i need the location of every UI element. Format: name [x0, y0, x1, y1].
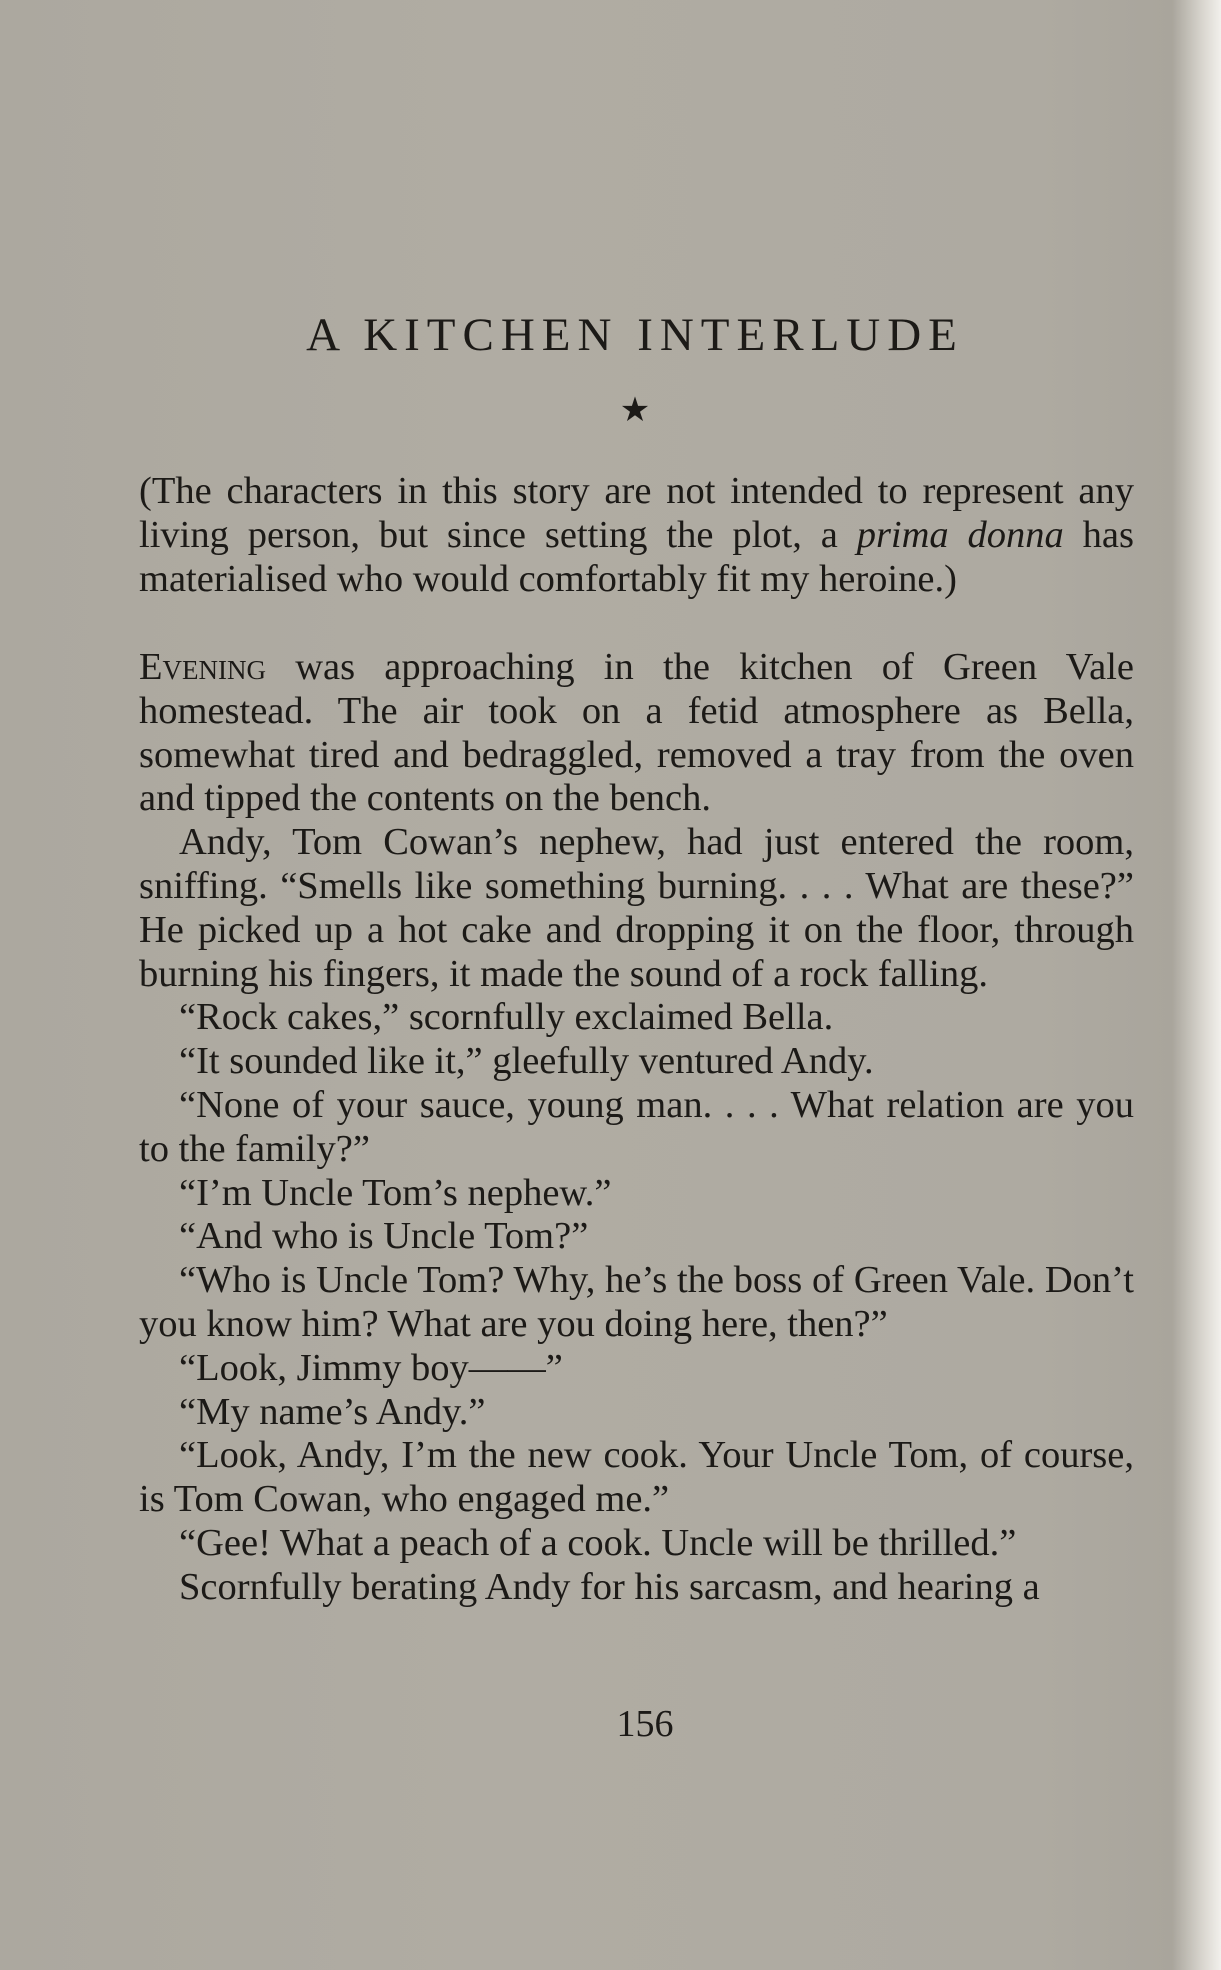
paragraph: “None of your sauce, young man. . . . What relation are you to the family?”: [139, 1083, 1134, 1170]
paragraph: “And who is Uncle Tom?”: [179, 1215, 589, 1258]
paragraph-lead-word: Evening: [139, 646, 266, 688]
paragraph: “Look, Andy, I’m the new cook. Your Uncle Tom, of course, is Tom Cowan, who engaged me.”: [139, 1434, 1134, 1521]
paragraph: Scornfully berating Andy for his sarcasm, and hearing a: [179, 1565, 1040, 1608]
paragraph: “Gee! What a peach of a cook. Uncle will be thrilled.”: [179, 1521, 1017, 1564]
preface-note: [139, 470, 1134, 601]
chapter-title: A KITCHEN INTERLUDE: [306, 309, 964, 361]
paragraph: Andy, Tom Cowan’s nephew, had just entered the room, sniffing. “Smells like something burning. . . . What are these?” He picked up a hot cake and dropping it on the floor, through burning his fingers, it made the sound of a rock falling.: [139, 821, 1134, 995]
preface-text-start: (The characters in this story are not intended to represent any living person, but since setting the plot, a: [139, 470, 1134, 556]
paragraph: [139, 646, 1134, 821]
story-body: [139, 646, 1134, 1610]
paragraph: “My name’s Andy.”: [179, 1390, 486, 1433]
preface-italic-phrase: prima donna: [856, 513, 1064, 556]
paragraph: “Who is Uncle Tom? Why, he’s the boss of Green Vale. Don’t you know him? What are you doing here, then?”: [139, 1259, 1134, 1345]
star-ornament-icon: ★: [619, 390, 651, 430]
paragraph: “Rock cakes,” scornfully exclaimed Bella.: [179, 996, 834, 1039]
paragraph: “I’m Uncle Tom’s nephew.”: [179, 1171, 612, 1214]
page-number: 156: [616, 1703, 674, 1745]
paragraph: “Look, Jimmy boy——”: [179, 1346, 563, 1389]
preface-text-end: has materialised who would comfortably fit my heroine.): [139, 513, 1134, 600]
paragraph-text: was approaching in the kitchen of Green Vale homestead. The air took on a fetid atmosphere as Bella, somewhat tired and bedraggled, removed a tray from the oven and tipped the contents on the bench.: [139, 646, 1134, 820]
paragraph: “It sounded like it,” gleefully ventured Andy.: [179, 1040, 874, 1083]
